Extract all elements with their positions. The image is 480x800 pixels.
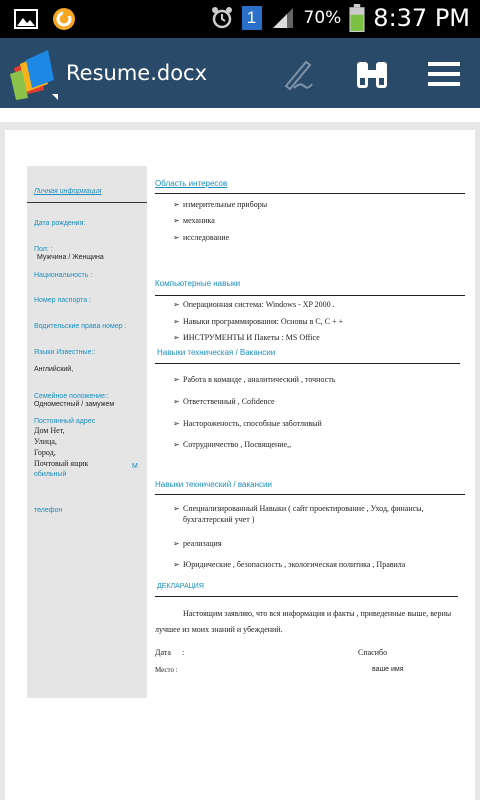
interest-item: ➢ механика	[173, 216, 215, 225]
notification-badge-icon: 1	[242, 6, 262, 30]
status-bar	[0, 0, 480, 38]
tech2-skill-item: ➢ реализация	[173, 539, 222, 548]
personal-info-header: Личная информация	[34, 188, 102, 195]
tech2-skill-item: ➢ Специализированный Навыки ( сайт проектирование , Уход, финансы, бухгалтерский учет )	[173, 504, 424, 524]
tech-skill-item: ➢ Работа в команде , аналитический , точность	[173, 375, 336, 384]
address-label: Постоянный адрес	[34, 418, 96, 425]
interests-rule	[155, 193, 465, 194]
gender-value: Мужчина / Женщина	[37, 254, 104, 261]
interest-item: ➢ исследование	[173, 233, 230, 242]
tech2-skills-rule	[155, 494, 465, 495]
marital-label: Семейное положение::	[34, 393, 109, 400]
address-line: Город,	[34, 448, 56, 457]
declaration-text: Настоящим заявляю, что вся информация и факты , приведенные выше, верны лучшее из моих знаний и убеждений.	[155, 609, 452, 634]
computer-skill-item: ➢ Операционная система: Windows - XP 2000 .	[173, 300, 335, 309]
pen-edit-icon[interactable]	[280, 56, 316, 92]
nationality-label: Национальность :	[34, 272, 93, 279]
your-name-text: ваше имя	[372, 666, 404, 673]
computer-skills-rule	[155, 295, 465, 296]
menu-icon[interactable]	[426, 56, 462, 92]
date-colon: :	[182, 648, 185, 657]
tech-skills-rule	[155, 363, 460, 364]
tech2-skills-title: Навыки технический / вакансии	[155, 480, 272, 489]
computer-skill-item: ➢ ИНСТРУМЕНТЫ И Пакеты : MS Office	[173, 333, 320, 342]
languages-value: Английский,	[34, 366, 74, 373]
tech-skill-item: ➢ Настороженость, способные заботливый	[173, 419, 322, 428]
address-line: Дом Нет,	[34, 426, 65, 435]
sync-icon	[52, 7, 76, 31]
signal-icon	[270, 6, 296, 30]
app-toolbar	[0, 38, 480, 108]
interest-item: ➢ измерительные приборы	[173, 200, 268, 209]
tech-skill-item: ➢ Ответственный , Cofidence	[173, 397, 275, 406]
tech-skill-item: ➢ Сотрудничество , Посвящение,,	[173, 440, 292, 449]
alarm-icon	[210, 6, 234, 30]
computer-skill-item: ➢ Навыки программирования: Основы в С, С + +	[173, 317, 344, 326]
mobile-label-b: обильный	[34, 471, 67, 478]
passport-label: Номер паспорта :	[34, 297, 92, 304]
clock: 8:37 PM	[373, 4, 470, 32]
battery-percent: 70%	[303, 8, 342, 28]
battery-icon	[349, 4, 365, 32]
app-logo-icon[interactable]	[8, 50, 60, 100]
address-line: Улица,	[34, 437, 57, 446]
tech-skills-title: Навыки техническая / Вакансии	[157, 348, 276, 357]
date-label: Дата	[155, 648, 171, 657]
document-title: Resume.docx	[66, 61, 208, 85]
gallery-icon	[14, 7, 38, 31]
place-label: Место :	[155, 666, 178, 674]
dob-label: Дата рождения:	[34, 220, 86, 227]
phone-label: телефон	[34, 507, 63, 514]
page-edge	[0, 108, 480, 122]
interests-title: Область интересов	[155, 179, 228, 188]
declaration-rule	[155, 596, 458, 597]
tech2-skill-item: ➢ Юридические , безопасность , экологическая политика , Правила	[173, 560, 406, 569]
marital-value: Одноместный / замужем	[34, 401, 115, 408]
mobile-label-a: М	[132, 463, 138, 470]
computer-skills-title: Компьютерные навыки	[155, 279, 241, 288]
sidebar-personal-info	[27, 166, 147, 698]
address-line: Почтовый ящик	[34, 459, 89, 468]
declaration-title: ДЕКЛАРАЦИЯ	[157, 583, 204, 590]
thanks-text: Спасибо	[358, 648, 388, 657]
document-page[interactable]	[5, 130, 475, 800]
sidebar-divider	[27, 202, 147, 203]
binoculars-icon[interactable]	[354, 56, 390, 92]
languages-label: Языки Известные::	[34, 349, 96, 356]
gender-label: Пол: :	[34, 246, 53, 253]
license-label: Водительские права номер :	[34, 323, 127, 330]
address-lines	[34, 425, 88, 469]
